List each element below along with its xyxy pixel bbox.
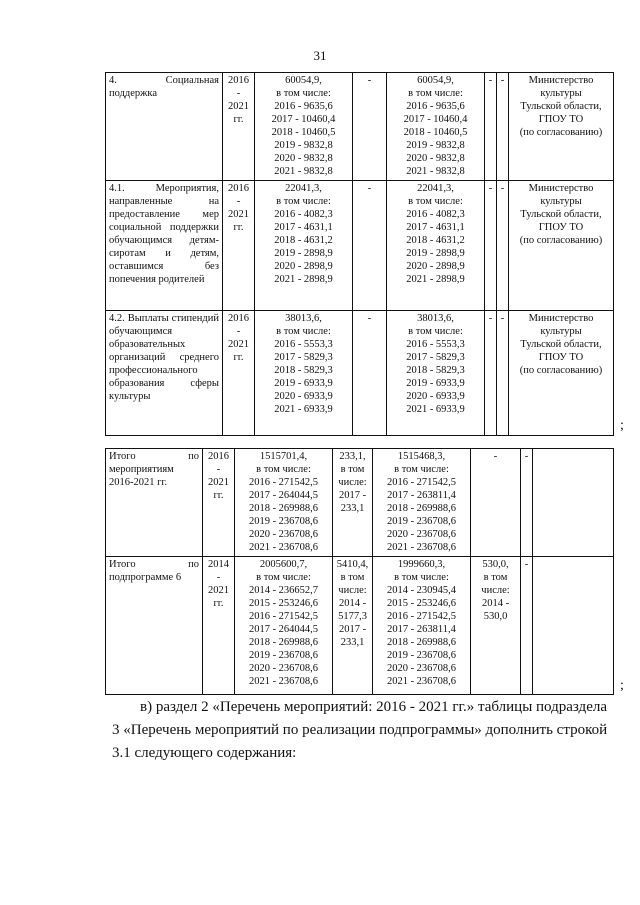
measure-name-cell: Итого по мероприятиям 2016-2021 гг. — [106, 449, 203, 557]
local-funding-cell: - — [485, 181, 497, 311]
regional-funding-cell: 1999660,3, в том числе: 2014 - 230945,4 2015 - 253246,6 2016 - 271542,5 2017 - 263811,4 2018 - 269988,6 2019 - 236708,6 2020 - 236708,6 2021 - 236708,6 — [373, 557, 471, 695]
total-funding-cell: 22041,3, в том числе: 2016 - 4082,3 2017 - 4631,1 2018 - 4631,2 2019 - 2898,9 2020 - 2898,9 2021 - 2898,9 — [255, 181, 353, 311]
other-funding-cell: - — [521, 557, 533, 695]
executor-cell: Министерство культуры Тульской области, ГПОУ ТО (по согласованию) — [509, 73, 614, 181]
measure-name-cell: 4.1. Мероприятия, направленные на предоставление мер социальной поддержки обучающимся детям-сиротам и детям, оставшимся без попечения родителей — [106, 181, 223, 311]
years-cell: 2016 - 2021 гг. — [203, 449, 235, 557]
other-funding-cell: - — [497, 73, 509, 181]
amendment-line-3: 3.1 следующего содержания: — [112, 745, 297, 761]
executor-cell — [533, 449, 614, 557]
executor-cell — [533, 557, 614, 695]
executor-cell: Министерство культуры Тульской области, ГПОУ ТО (по согласованию) — [509, 181, 614, 311]
other-funding-cell: - — [497, 181, 509, 311]
measures-table-top — [105, 72, 614, 436]
years-cell: 2014 - 2021 гг. — [203, 557, 235, 695]
regional-funding-cell: 60054,9, в том числе: 2016 - 9635,6 2017 - 10460,4 2018 - 10460,5 2019 - 9832,8 2020 - 9832,8 2021 - 9832,8 — [387, 73, 485, 181]
total-funding-cell: 60054,9, в том числе: 2016 - 9635,6 2017 - 10460,4 2018 - 10460,5 2019 - 9832,8 2020 - 9832,8 2021 - 9832,8 — [255, 73, 353, 181]
measures-table-bottom — [105, 448, 614, 695]
table-row — [106, 449, 614, 557]
local-funding-cell: - — [471, 449, 521, 557]
local-funding-cell: - — [485, 73, 497, 181]
amendment-line-2: 3 «Перечень мероприятий по реализации подпрограммы» дополнить строкой — [112, 722, 608, 738]
federal-funding-cell: - — [353, 181, 387, 311]
table-row — [106, 557, 614, 695]
total-funding-cell: 2005600,7, в том числе: 2014 - 236652,7 2015 - 253246,6 2016 - 271542,5 2017 - 264044,5 2018 - 269988,6 2019 - 236708,6 2020 - 236708,6 2021 - 236708,6 — [235, 557, 333, 695]
total-funding-cell: 38013,6, в том числе: 2016 - 5553,3 2017 - 5829,3 2018 - 5829,3 2019 - 6933,9 2020 - 6933,9 2021 - 6933,9 — [255, 311, 353, 436]
table-end-semicolon: ; — [620, 678, 624, 693]
other-funding-cell: - — [521, 449, 533, 557]
executor-cell: Министерство культуры Тульской области, ГПОУ ТО (по согласованию) — [509, 311, 614, 436]
years-cell: 2016 - 2021 гг. — [223, 181, 255, 311]
other-funding-cell: - — [497, 311, 509, 436]
measure-name-cell: 4.2. Выплаты стипендий обучающимся образовательных организаций среднего профессионального образования сферы культуры — [106, 311, 223, 436]
table-end-semicolon: ; — [620, 418, 624, 433]
amendment-line-1: в) раздел 2 «Перечень мероприятий: 2016 - 2021 гг.» таблицы подраздела — [140, 699, 607, 715]
local-funding-cell: 530,0, в том числе: 2014 - 530,0 — [471, 557, 521, 695]
page-number: 31 — [313, 48, 327, 63]
federal-funding-cell: - — [353, 73, 387, 181]
regional-funding-cell: 1515468,3, в том числе: 2016 - 271542,5 2017 - 263811,4 2018 - 269988,6 2019 - 236708,6 2020 - 236708,6 2021 - 236708,6 — [373, 449, 471, 557]
measure-name-cell: 4. Социальная поддержка — [106, 73, 223, 181]
years-cell: 2016 - 2021 гг. — [223, 311, 255, 436]
regional-funding-cell: 38013,6, в том числе: 2016 - 5553,3 2017 - 5829,3 2018 - 5829,3 2019 - 6933,9 2020 - 6933,9 2021 - 6933,9 — [387, 311, 485, 436]
years-cell: 2016 - 2021 гг. — [223, 73, 255, 181]
regional-funding-cell: 22041,3, в том числе: 2016 - 4082,3 2017 - 4631,1 2018 - 4631,2 2019 - 2898,9 2020 - 2898,9 2021 - 2898,9 — [387, 181, 485, 311]
federal-funding-cell: 233,1, в том числе: 2017 - 233,1 — [333, 449, 373, 557]
local-funding-cell: - — [485, 311, 497, 436]
federal-funding-cell: 5410,4, в том числе: 2014 - 5177,3 2017 - 233,1 — [333, 557, 373, 695]
federal-funding-cell: - — [353, 311, 387, 436]
measure-name-cell: Итого по подпрограмме 6 — [106, 557, 203, 695]
table-row — [106, 181, 614, 311]
total-funding-cell: 1515701,4, в том числе: 2016 - 271542,5 2017 - 264044,5 2018 - 269988,6 2019 - 236708,6 2020 - 236708,6 2021 - 236708,6 — [235, 449, 333, 557]
table-row — [106, 73, 614, 181]
table-row — [106, 311, 614, 436]
